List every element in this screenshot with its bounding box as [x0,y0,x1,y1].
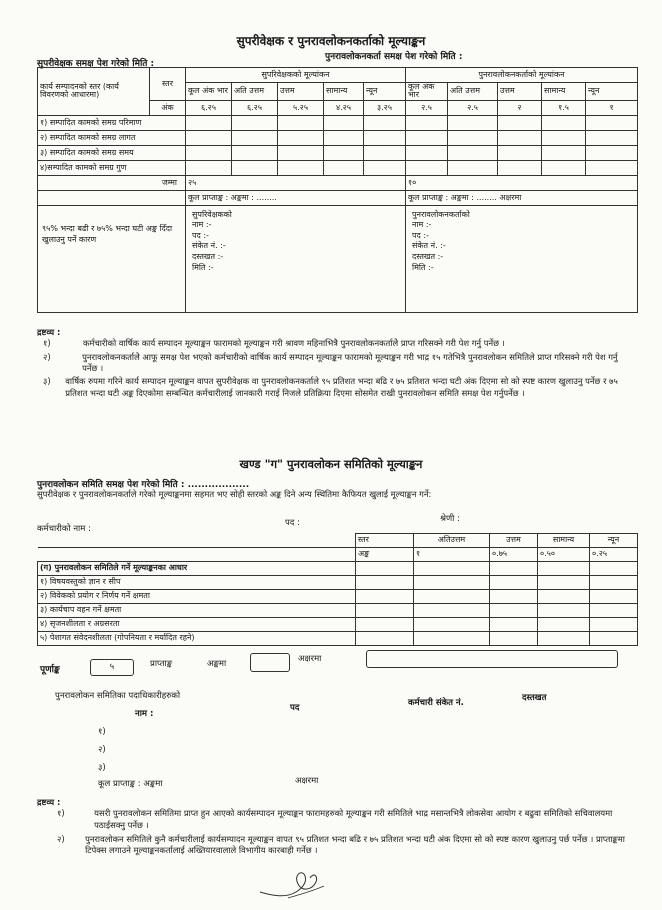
score-cell[interactable] [356,632,414,646]
rev-sign-date[interactable]: मिति :- [412,262,434,272]
note-1-text: पुनरावलोकनकर्तालेे आफू समक्ष पेश भएको कर्मचारीको वार्षिक कार्य सम्पादन मूल्याङ्कन फारामको मूल्याङ्कन गरी भाद्र १५ गतेभित्रै पुनरावलोकन समितिले प्राप्त गरिसक्ने गरी पेश गर्नु पर्नेछ । [82,351,618,374]
rev-total: १० [406,175,638,190]
score-cell[interactable] [406,115,448,130]
level-label: स्तर [150,68,186,101]
score-cell[interactable] [448,145,498,160]
sup-total-weight-label: कूल अंक भार [186,83,232,101]
sup-sign-code[interactable]: संकेत नं. :- [192,241,226,251]
score-cell[interactable] [186,160,232,175]
supervisor-submitted-date: सुपरीवेक्षक समक्ष पेश गरेको मिति : [37,59,155,69]
grade-header: उत्तम [490,534,538,548]
score-cell[interactable] [364,160,406,175]
score-cell[interactable] [490,590,538,604]
sup-sign-name[interactable]: नाम :- [192,220,212,230]
score-cell[interactable] [586,130,638,145]
handwritten-signature [258,862,328,902]
committee-total: कूल प्राप्ताङ्क : अङ्कमा [98,779,163,789]
sup-grade-4: न्यून [364,83,406,101]
score-cell[interactable] [186,115,232,130]
score-cell[interactable] [186,145,232,160]
rev-total-weight-label: कूल अंक भार [406,83,448,101]
score-cell[interactable] [590,590,638,604]
score-cell[interactable] [538,590,590,604]
score-cell[interactable] [414,632,490,646]
score-cell[interactable] [498,160,542,175]
score-cell[interactable] [590,604,638,618]
score-cell[interactable] [324,130,364,145]
score-cell[interactable] [186,130,232,145]
score-cell[interactable] [414,618,490,632]
score-cell[interactable] [232,160,278,175]
post-label: पद : [285,518,300,528]
score-cell[interactable] [498,115,542,130]
rev-grade-4: न्यून [586,83,638,101]
rev-sign-post[interactable]: पद :- [412,230,429,240]
score-cell[interactable] [542,145,586,160]
note-2-heading: द्रष्टव्य : [37,797,61,807]
criterion-row: ३) सम्पादित कामको समग्र समय [38,145,186,160]
sup-sign-title: सुपरिवेक्षकको [192,209,232,219]
rev-sign-name[interactable]: नाम :- [412,220,432,230]
sup-total: २५ [186,175,406,190]
committee-post-label: पद [290,703,300,713]
sup-value-5: ३.२५ [364,100,406,115]
rev-value-5: १ [586,100,638,115]
score-cell[interactable] [542,130,586,145]
rev-value-4: १.५ [542,100,586,115]
score-cell[interactable] [538,618,590,632]
score-cell[interactable] [278,115,324,130]
score-cell[interactable] [414,604,490,618]
committee-signature-label: दस्तखत [522,693,547,703]
rev-grade-3: सामान्य [542,83,586,101]
sup-grade-3: सामान्य [324,83,364,101]
note-1-num: २) [43,351,51,362]
note-1-num: ३) [43,376,51,387]
basis-header: कार्य सम्पादनको स्तर (कार्य विवरणको आधारमा) [38,68,150,116]
score-cell[interactable] [538,562,590,576]
score-cell[interactable] [356,562,414,576]
rev-sign-signature[interactable]: दस्तखत :- [412,251,444,261]
sup-value-2: ६.२५ [232,100,278,115]
score-label: अङ्क [356,548,414,562]
score-cell[interactable] [356,604,414,618]
criterion-row: ४)सम्पादित कामको समग्र गुण [38,160,186,175]
sup-value-4: ४.२५ [324,100,364,115]
score-cell[interactable] [590,562,638,576]
note-1-item [43,352,629,375]
score-cell[interactable] [498,145,542,160]
score-cell[interactable] [590,632,638,646]
committee-heading: पुनरावलोकन समितिका पदाधिकारीहरुको [55,691,181,701]
committee-name-label: नाम : [135,709,154,719]
grade-label: श्रेणी : [440,514,460,524]
full-marks-label: पूर्णाङ्क [40,665,60,675]
rev-obtained: कूल प्राप्ताङ्क : अङ्कमा : ........ अक्षरमा [406,190,638,205]
score-cell[interactable] [278,130,324,145]
in-words-input[interactable] [366,650,618,668]
sup-obtained: कूल प्राप्ताङ्क : अङ्कमा : ........ [186,190,406,205]
note-2-item [57,834,629,857]
rev-sign-code[interactable]: संकेत नं. :- [412,241,446,251]
sup-value-3: ५.२५ [278,100,324,115]
note-2-text: यसरी पुनरावलोकन समितिमा प्राप्त हुन आएको कार्यसम्पादन मूल्याङ्कन फारामहरुको मूल्याङ्कन गरी समितिले भाद्र मसान्तभित्रै लोकसेवा आयोग र बढुवा समितिको सचिवालयमा पठाईसक्नु पर्नेछ । [94,808,613,830]
committee-code-label: कर्मचारी संकेत नं. [408,698,464,708]
score-cell[interactable] [232,130,278,145]
score-cell[interactable] [278,160,324,175]
grade-value: ०.७५ [490,548,538,562]
score-cell[interactable] [538,604,590,618]
section-c-submitted: पुनरावलोकन समिति समक्ष पेश गरेको मिति : .................. [37,480,250,490]
score-cell[interactable] [542,115,586,130]
note-1-text: कर्मचारीको वार्षिक कार्य सम्पादन मूल्याङ्कन फारामको मूल्याङ्कन गरी श्रावण महिनाभित्रै पुनरावलोकनकर्तालेे प्राप्त गरिसक्ने गरी पेश गर्नु पर्नेछ । [83,338,505,349]
reason-label: ९५% भन्दा बढी र ७५% भन्दा घटी अङ्क दिँदा खुलाउनु पर्ने कारण [38,205,186,312]
full-marks-box [90,659,134,676]
score-cell[interactable] [542,160,586,175]
level-label: स्तर [356,534,414,548]
score-cell[interactable] [590,576,638,590]
note-2 [37,797,629,857]
in-numbers-label: अङ्कमा [207,659,227,669]
score-cell[interactable] [490,576,538,590]
score-cell[interactable] [356,576,414,590]
reviewer-signature-block [406,205,638,312]
grade-header: न्यून [590,534,638,548]
criterion-row: १) सम्पादित कामको समग्र परिमाण [38,115,186,130]
sup-grade-1: अति उत्तम [232,83,278,101]
criterion-row: १) विषयवस्तुको ज्ञान र सीप [38,576,356,590]
rev-value-2: २.५ [448,100,498,115]
note-2-num: २) [57,834,65,845]
rev-value-3: २ [498,100,542,115]
criterion-row: ५) पेशागत संवेदनशीलता (गोपनियता र मर्यादित रहने) [38,632,356,646]
sup-grade-2: उत्तम [278,83,324,101]
score-cell[interactable] [538,576,590,590]
rev-grade-2: उत्तम [498,83,542,101]
reviewer-submitted-date: पुनरावलोकनकर्ता समक्ष पेश गरेको मिति : [325,52,463,62]
grade-header: अतिउत्तम [414,534,490,548]
score-cell[interactable] [406,160,448,175]
blank-cell [38,534,356,548]
score-cell[interactable] [414,576,490,590]
score-cell[interactable] [324,160,364,175]
score-cell[interactable] [448,160,498,175]
score-cell[interactable] [232,115,278,130]
score-cell[interactable] [356,590,414,604]
obtained-label: प्राप्ताङ्क [150,659,173,669]
note-1-num: १) [43,338,51,349]
full-marks-value: ५ [109,662,115,672]
score-cell[interactable] [490,618,538,632]
grade-header: सामान्य [538,534,590,548]
score-label: अंक [150,100,186,115]
blank-cell [38,548,356,562]
committee-member-1: १) [98,727,106,737]
criterion-row: २) विवेकको प्रयोग र निर्णय गर्ने क्षमता [38,590,356,604]
blank-cell [38,190,186,205]
score-cell[interactable] [278,145,324,160]
note-1-item [43,338,629,349]
score-cell[interactable] [490,562,538,576]
supervisor-eval-header: सुपरिवेक्षकको मूल्यांकन [186,68,406,83]
score-cell[interactable] [538,632,590,646]
rev-grade-1: अति उत्तम [448,83,498,101]
note-1 [37,327,629,399]
in-words-label: अक्षरमा [298,654,322,664]
sup-sign-signature[interactable]: दस्तखत :- [192,251,224,261]
score-cell[interactable] [414,562,490,576]
score-cell[interactable] [590,618,638,632]
score-cell[interactable] [356,618,414,632]
committee-member-2: २) [98,745,106,755]
sup-sign-date[interactable]: मिति :- [192,262,214,272]
criteria-header: (ग) पुनरावलोकन समितिले गर्ने मूल्याङ्कनका आधार [38,562,356,576]
note-2-item [57,808,629,831]
score-cell[interactable] [232,145,278,160]
score-cell[interactable] [414,590,490,604]
score-cell[interactable] [498,130,542,145]
reviewer-eval-header: पुनरावलोकनकर्ताको मूल्यांकन [406,68,638,83]
rev-value-1: २.५ [406,100,448,115]
grade-value: १ [414,548,490,562]
total-label: जम्मा [38,175,186,190]
score-cell[interactable] [586,160,638,175]
committee-eval-table [37,533,638,646]
score-cell[interactable] [490,604,538,618]
score-cell[interactable] [406,145,448,160]
note-1-text: वार्षिक रुपमा गरिने कार्य सम्पादन मूल्याङ्कन वापत सुपरीवेक्षक वा पुनरावलोकनकर्ताले ९५ प्रतिशत भन्दा बढि र ७५ प्रतिशत भन्दा घटी अंक दिएमा सो को स्पष्ट कारण खुलाउनु पर्नेछ र ७५ प्रतिशत भन्दा घटी अङ्क दिएकोमा सम्बन्धित कर्मचारीलाई जानकारी गराई निजले प्रतिक्रिया दिएमा सोसमेत राखी पुनरावलोकन समिति समक्ष पेश गर्नुपर्नेछ । [65,376,618,398]
score-cell[interactable] [324,115,364,130]
score-cell[interactable] [448,115,498,130]
score-cell[interactable] [448,130,498,145]
criterion-row: ३) कार्यचाप वहन गर्ने क्षमता [38,604,356,618]
score-cell[interactable] [490,632,538,646]
supervisor-signature-block [186,205,406,312]
score-cell[interactable] [586,145,638,160]
score-cell[interactable] [406,130,448,145]
score-cell[interactable] [586,115,638,130]
rev-sign-title: पुनरावलोकनकर्ताको [412,209,470,219]
grade-value: ०.५० [538,548,590,562]
sup-sign-post[interactable]: पद :- [192,230,209,240]
note-2-num: १) [57,808,65,819]
committee-in-words: अक्षरमा [295,776,319,786]
committee-member-3: ३) [98,763,106,773]
employee-name-label: कर्मचारीको नाम : [37,524,91,534]
evaluation-table [37,67,638,313]
score-cell[interactable] [364,145,406,160]
score-cell[interactable] [324,145,364,160]
section-c-intro: सुपरीवेक्षक र पुनरावलोकनकर्ताले गरेको मूल्याङ्कनमा सहमत भए सोही स्तरको अङ्क दिने अन्य स्थितिमा कैफियत खुलाई मूल्याङ्कन गर्ने: [37,489,432,499]
section-c-title: खण्ड "ग" पुनरावलोकन समितिको मूल्याङ्कन [239,457,423,471]
sup-value-1: ६.२५ [186,100,232,115]
page-title: सुपरीवेक्षक र पुनरावलोकनकर्ताको मूल्याङ्कन [236,34,426,48]
note-1-item [43,376,629,399]
note-2-text: पुनरावलोकन समितिले कुनै कर्मचारीलाई कार्यसम्पादन मूल्याङ्कन वापत ९५ प्रतिशत भन्दा बढि र ७५ प्रतिशत भन्दा घटी अंक दिएमा सो को स्पष्ट कारण खुलाउनु पर्छ पर्नेछ । प्राप्ताङ्कमा टिपेक्स लगाउने मूल्याङ्कनकर्तालाई अख्तियारवालाले विभागीय कारबाही गर्नेछ । [85,834,625,856]
score-cell[interactable] [364,130,406,145]
in-numbers-input[interactable] [250,653,290,672]
score-cell[interactable] [364,115,406,130]
criterion-row: २) सम्पादित कामको समग्र लागत [38,130,186,145]
grade-value: ०.२५ [590,548,638,562]
criterion-row: ४) सृजनशीलता र अग्रसरता [38,618,356,632]
note-1-heading: द्रष्टव्य : [37,327,61,337]
